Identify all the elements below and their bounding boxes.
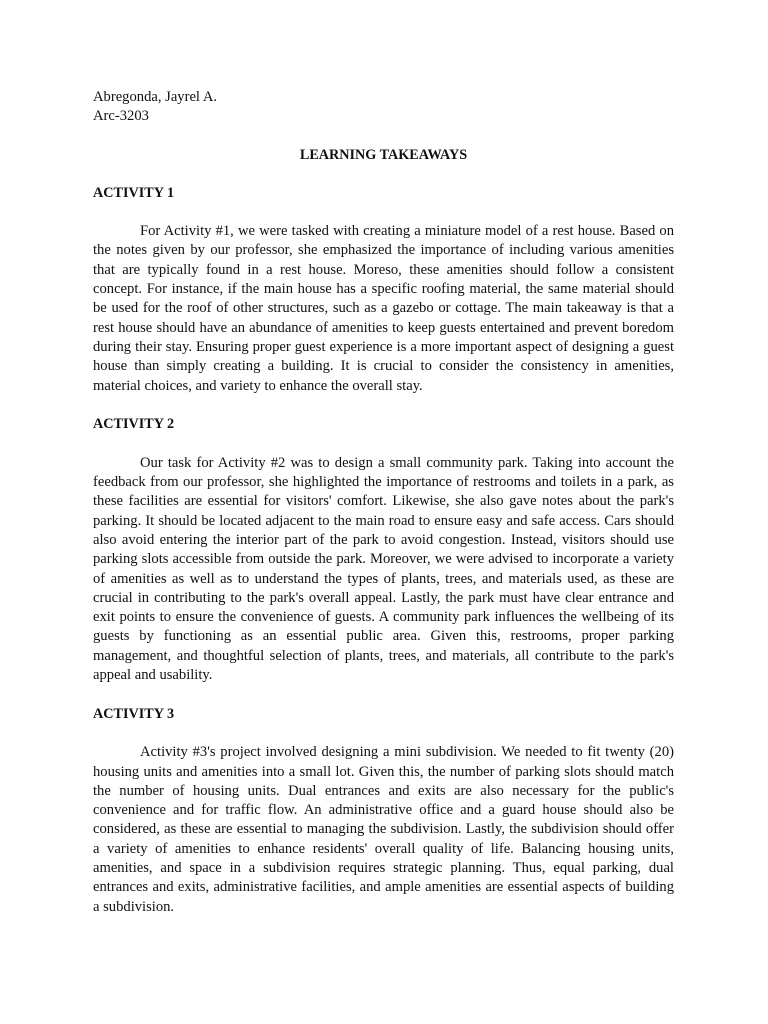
document-title: LEARNING TAKEAWAYS (299, 146, 468, 163)
activity-3-body: Activity #3's project involved designing a mini subdivision. We needed to fit twenty (20) housing units and amenities into a small lot. Given this, the number of parking slots should match the number of housing units. Dual entrances and exits are also necessary for the public's convenience and for traffic flow. An administrative office and a guard house should also be considered, as these are essential to managing the subdivision. Lastly, the subdivision should offer a variety of amenities to enhance residents' overall quality of life. Balancing housing units, amenities, and space in a subdivision requires strategic planning. Thus, equal parking, dual entrances and exits, administrative facilities, and ample amenities are essential aspects of building a subdivision. (93, 744, 674, 915)
activity-1-section (93, 184, 674, 396)
activity-1-body: For Activity #1, we were tasked with creating a miniature model of a rest house. Based on the notes given by our professor, she emphasized the importance of including various amenities that are typically found in a rest house. Moreso, these amenities should follow a consistent concept. For instance, if the main house has a specific roofing material, the same material should be used for the roof of other structures, such as a gazebo or cottage. The main takeaway is that a rest house should have an abundance of amenities to keep guests entertained and prevent boredom during their stay. Ensuring proper guest experience is a more important aspect of designing a guest house than simply creating a building. It is crucial to consider the consistency in amenities, material choices, and variety to enhance the overall stay. (93, 223, 674, 394)
author-name: Abregonda, Jayrel A. (93, 89, 218, 105)
activity-2-heading: ACTIVITY 2 (93, 416, 175, 433)
activity-3-section (93, 705, 674, 917)
activity-2-body: Our task for Activity #2 was to design a small community park. Taking into account the feedback from our professor, she highlighted the importance of restrooms and toilets in a park, as these facilities are essential for visitors' comfort. Likewise, she also gave notes about the park's parking. It should be located adjacent to the main road to ensure easy and safe access. Cars should also avoid entering the interior part of the park to avoid congestion. Instead, visitors should use parking slots accessible from outside the park. Moreover, we were advised to incorporate a variety of amenities as well as to understand the types of plants, trees, and materials used, as these are crucial in contributing to the park's overall appeal. Lastly, the park must have clear entrance and exit points to ensure the convenience of guests. A community park influences the wellbeing of its guests by functioning as an essential public area. Given this, restrooms, proper parking management, and thoughtful selection of plants, trees, and materials, all contribute to the park's appeal and usability. (93, 454, 674, 684)
activity-3-heading: ACTIVITY 3 (93, 705, 175, 722)
activity-2-section (93, 415, 674, 685)
course-code: Arc-3203 (93, 108, 149, 125)
activity-1-heading: ACTIVITY 1 (93, 184, 175, 201)
